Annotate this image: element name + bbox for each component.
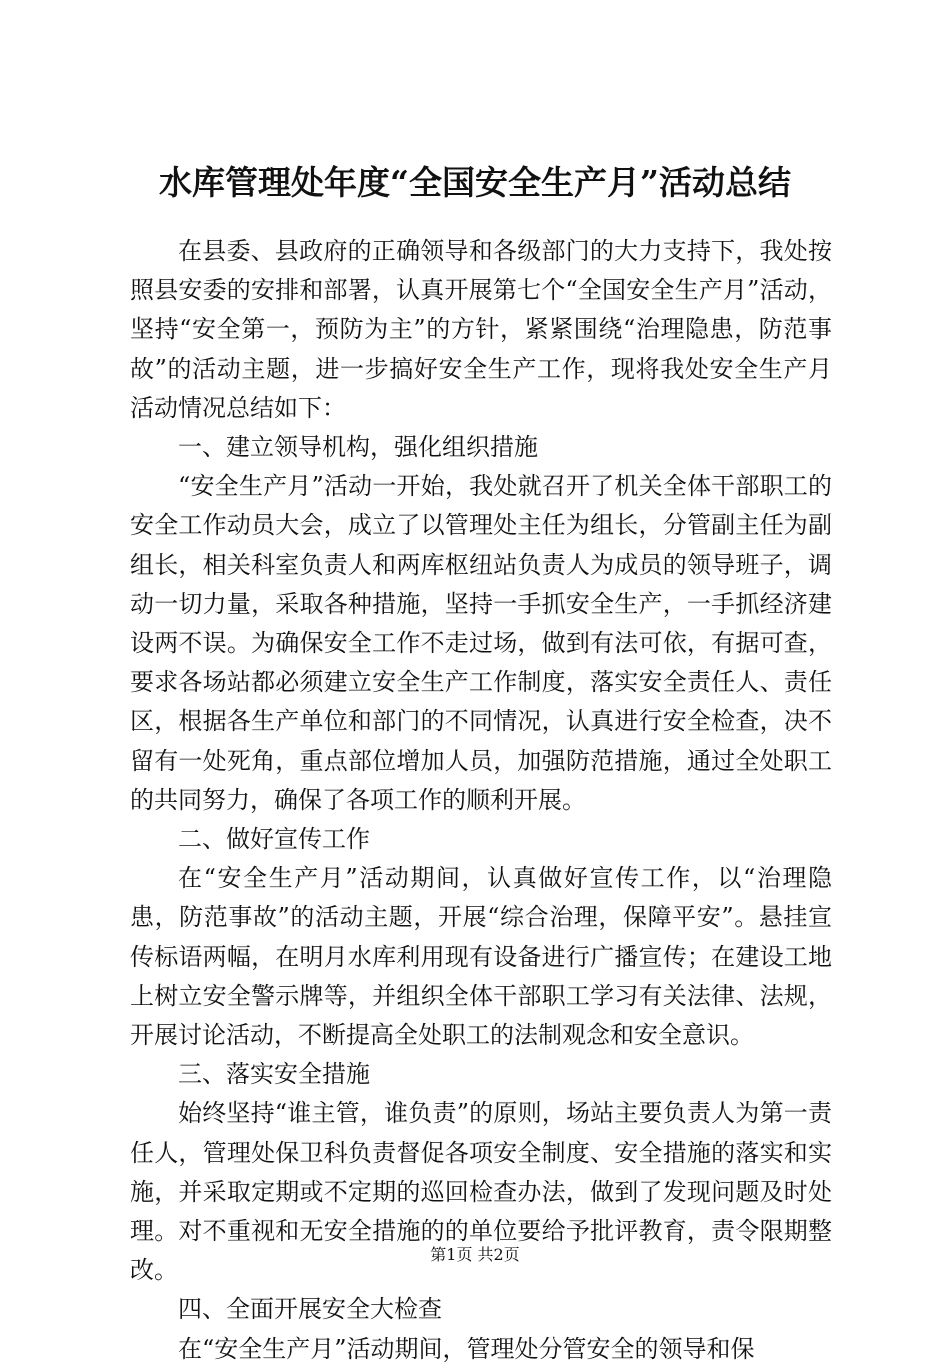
document-body xyxy=(130,232,832,1369)
section-heading-4: 四、全面开展安全大检查 xyxy=(178,1295,442,1324)
section-heading-1: 一、建立领导机构，强化组织措施 xyxy=(178,433,538,462)
paragraph-intro: 在县委、县政府的正确领导和各级部门的大力支持下，我处按照县安委的安排和部署，认真开展第七个“全国安全生产月”活动，坚持“安全第一，预防为主”的方针，紧紧围绕“治理隐患，防范事故”的活动主题，进一步搞好安全生产工作，现将我处安全生产月活动情况总结如下： xyxy=(130,237,832,422)
paragraph-section-4: 在“安全生产月”活动期间，管理处分管安全的领导和保 xyxy=(178,1334,755,1363)
paragraph-section-2: 在“安全生产月”活动期间，认真做好宣传工作，以“治理隐患，防范事故”的活动主题，开展“综合治理，保障平安”。悬挂宣传标语两幅，在明月水库利用现有设备进行广播宣传；在建设工地上树立安全警示牌等，并组织全体干部职工学习有关法律、法规，开展讨论活动，不断提高全处职工的法制观念和安全意识。 xyxy=(130,864,832,1050)
page-number-footer: 第1页 共2页 xyxy=(430,1245,520,1264)
paragraph-section-3: 始终坚持“谁主管，谁负责”的原则，场站主要负责人为第一责任人，管理处保卫科负责督促各项安全制度、安全措施的落实和实施，并采取定期或不定期的巡回检查办法，做到了发现问题及时处理。对不重视和无安全措施的的单位要给予批评教育，责令限期整改。 xyxy=(130,1099,832,1285)
document-title: 水库管理处年度“全国安全生产月”活动总结 xyxy=(159,163,791,202)
paragraph-section-1: “安全生产月”活动一开始，我处就召开了机关全体干部职工的安全工作动员大会，成立了以管理处主任为组长，分管副主任为副组长，相关科室负责人和两库枢纽站负责人为成员的领导班子，调动一切力量，采取各种措施，坚持一手抓安全生产，一手抓经济建设两不误。为确保安全工作不走过场，做到有法可依，有据可查，要求各场站都必须建立安全生产工作制度，落实安全责任人、责任区，根据各生产单位和部门的不同情况，认真进行安全检查，决不留有一处死角，重点部位增加人员，加强防范措施，通过全处职工的共同努力，确保了各项工作的顺利开展。 xyxy=(130,472,832,814)
section-heading-2: 二、做好宣传工作 xyxy=(178,825,370,854)
section-heading-3: 三、落实安全措施 xyxy=(178,1060,370,1089)
